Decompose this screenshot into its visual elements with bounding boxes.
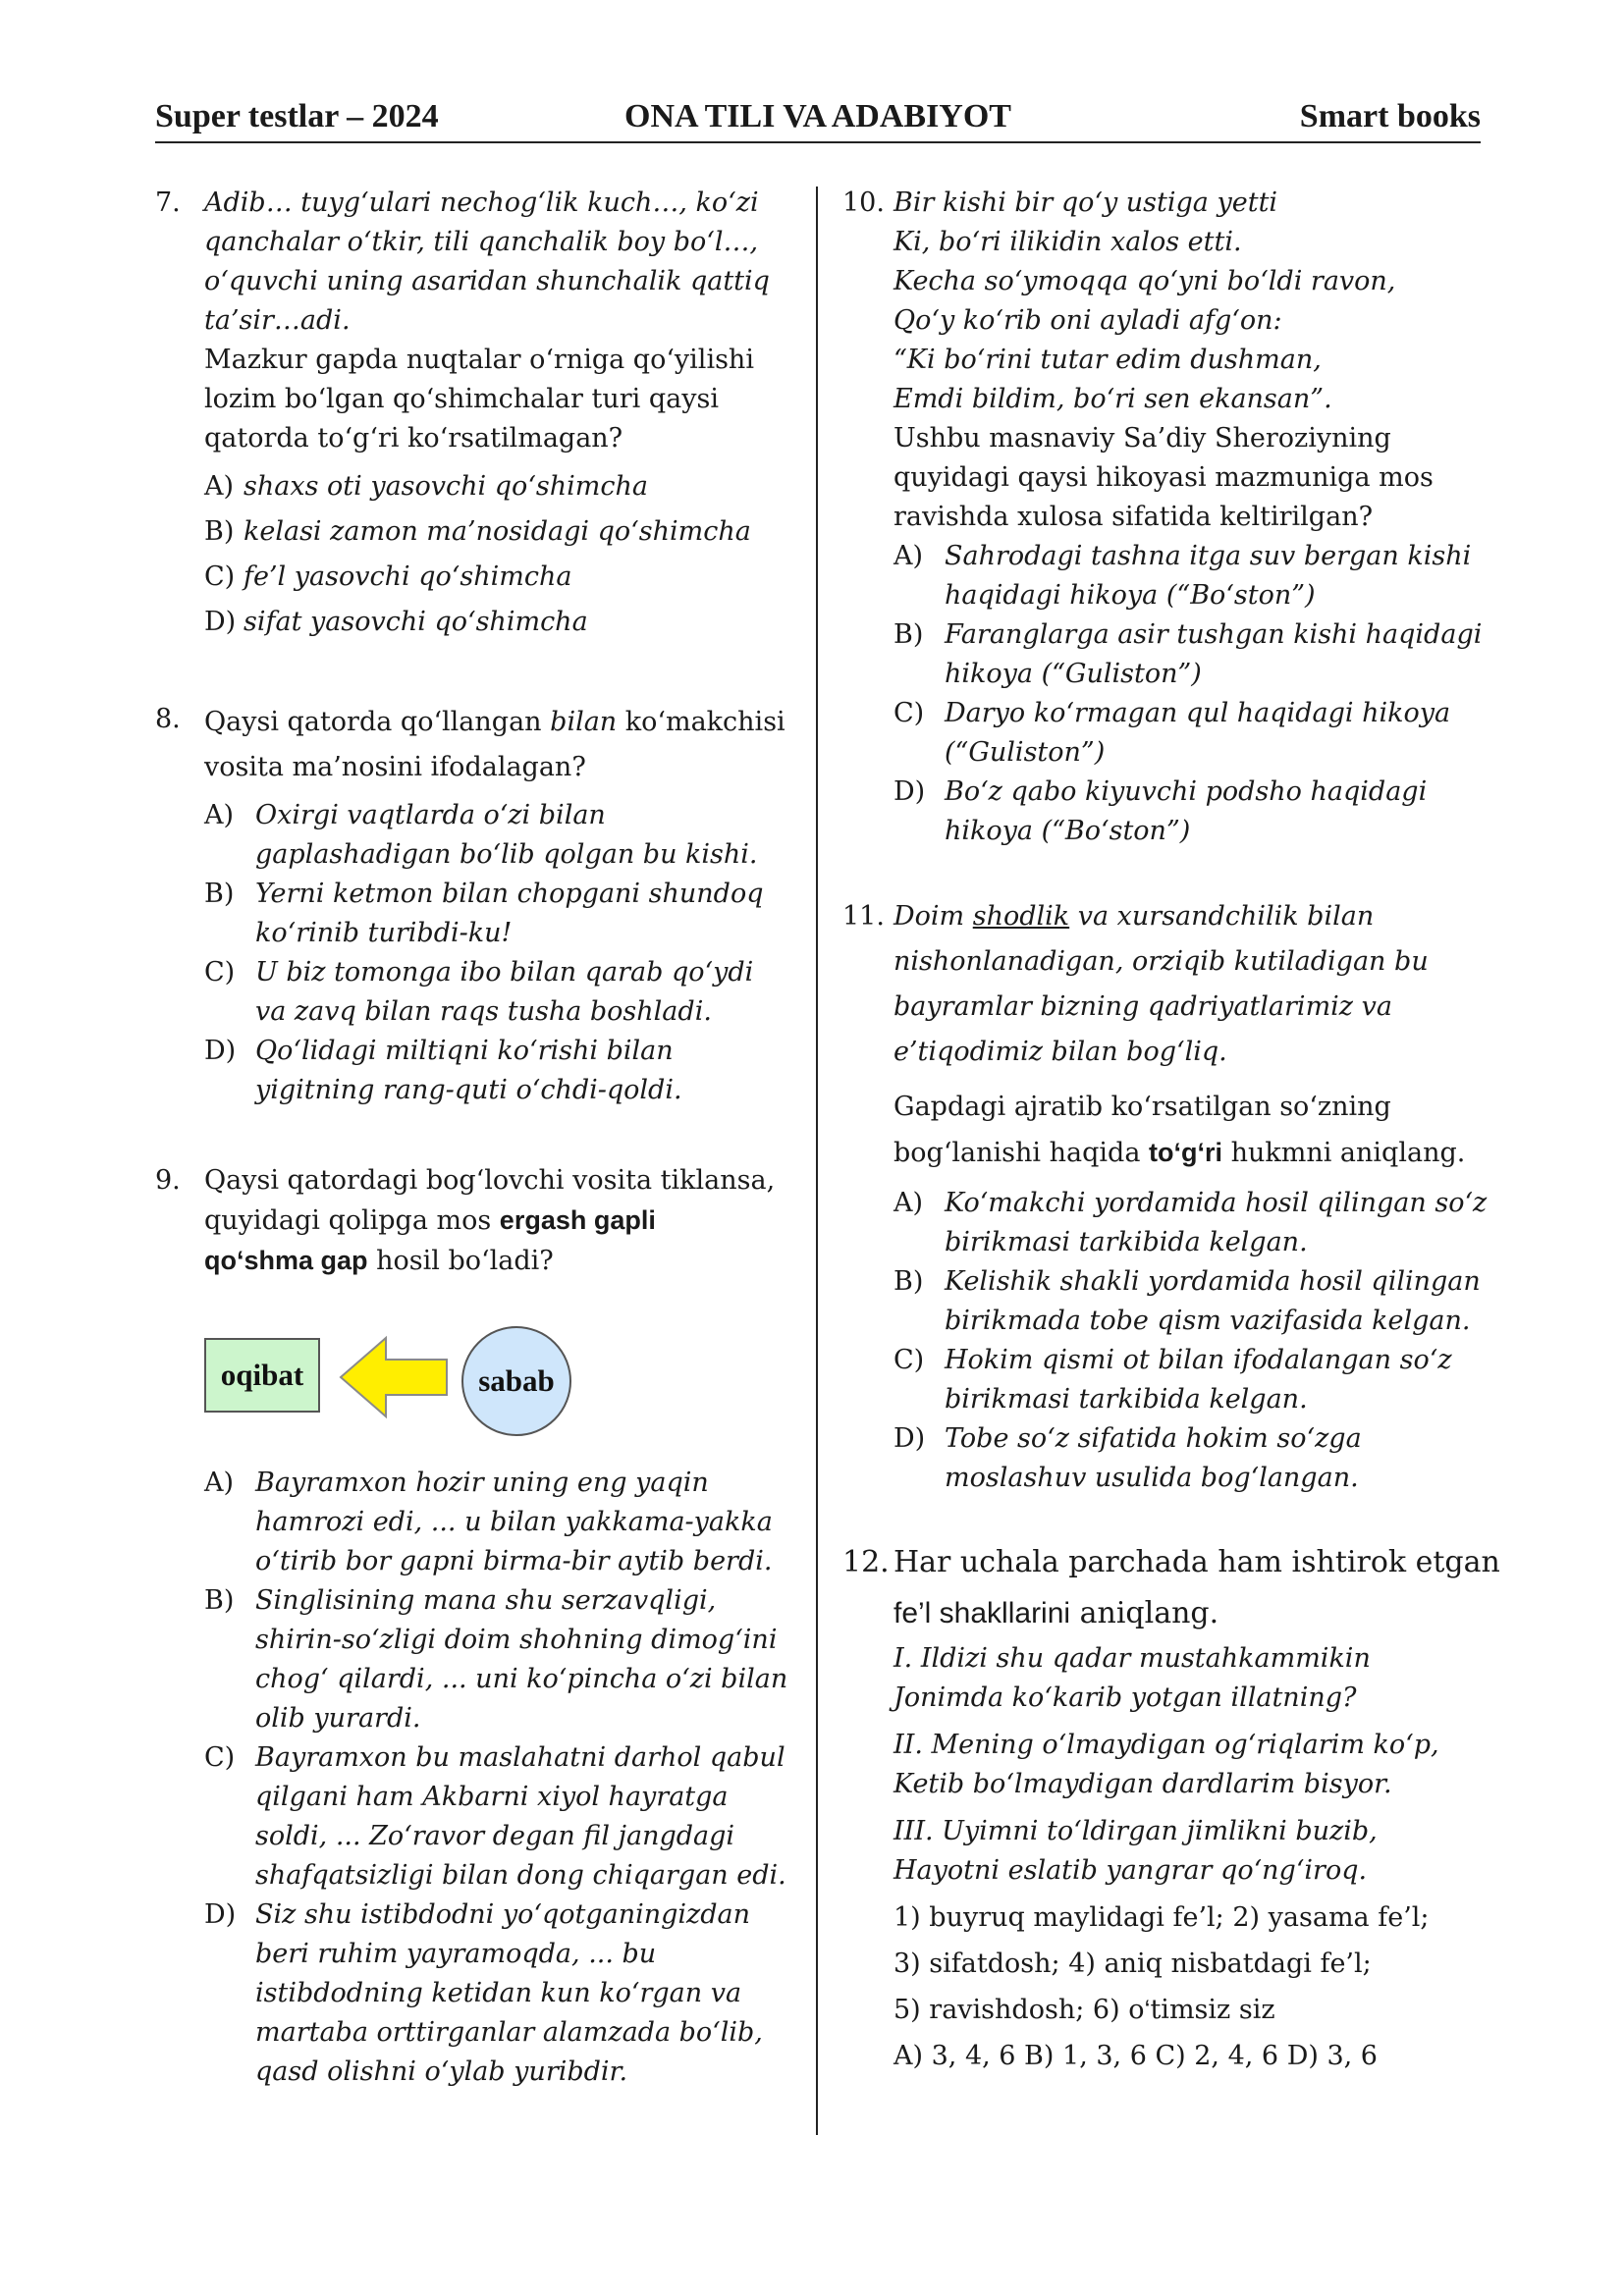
question-text: e’tiqodimiz bilan bog‘liq. [893, 1037, 1227, 1067]
cause-circle: sabab [461, 1326, 571, 1436]
cause-effect-diagram [155, 1303, 791, 1450]
question-10 [842, 184, 1483, 851]
left-column [155, 184, 791, 2092]
question-prompt: fe’l shakllarini aniqlang. [893, 1596, 1219, 1630]
question-prompt: bog‘lanishi haqida to‘g‘ri hukmni aniqlang. [893, 1138, 1466, 1168]
answer-option-b[interactable]: B) Yerni ketmon bilan chopgani shundoq ko‘rinib turibdi-ku! [204, 879, 764, 948]
header-title: ONA TILI VA ADABIYOT [624, 98, 1011, 134]
answer-option-c[interactable]: C) Daryo ko‘rmagan qul haqidagi hikoya (“Guliston”) [893, 698, 1451, 768]
question-text: bayramlar bizning qadriyatlarimiz va [893, 991, 1392, 1022]
answer-option-d[interactable]: D) Siz shu istibdodni yo‘qotganingizdan beri ruhim yayramoqda, ... bu istibdodning ketidan kun ko‘rgan va martaba orttirganlar alamzada bo‘lib, qasd olishni o‘ylab yuribdir. [204, 1899, 763, 2087]
question-prompt: lozim bo‘lgan qo‘shimchalar turi qaysi [204, 384, 719, 414]
question-number: 8. [155, 704, 181, 734]
question-11 [842, 894, 1488, 1498]
question-text: nishonlanadigan, orziqib kutiladigan bu [893, 946, 1429, 977]
right-column [842, 184, 1500, 2079]
choice-list: 1) buyruq maylidagi fe’l; 2) yasama fe’l; [893, 1902, 1430, 1933]
choice-list: 3) sifatdosh; 4) aniq nisbatdagi fe’l; [893, 1949, 1372, 1979]
answer-options[interactable]: A) 3, 4, 6 B) 1, 3, 6 C) 2, 4, 6 D) 3, 6 [893, 2041, 1378, 2071]
answer-option-c[interactable]: C) fe’l yasovchi qo‘shimcha [204, 561, 572, 592]
question-prompt: qatorda to‘g‘ri ko‘rsatilmagan? [204, 423, 623, 454]
question-text: Adib… tuyg‘ulari nechog‘lik kuch…, ko‘zi [204, 187, 759, 218]
question-prompt: quyidagi qaysi hikoyasi mazmuniga mos [893, 462, 1434, 493]
highlighted-word: shodlik [972, 901, 1070, 932]
question-12 [842, 1537, 1500, 2079]
column-divider [816, 187, 818, 2135]
stanza-line: I. Ildizi shu qadar mustahkammikin [893, 1643, 1371, 1674]
stanza-line: Jonimda ko‘karib yotgan illatning? [893, 1682, 1357, 1713]
question-text: Doim shodlik va xursandchilik bilan [893, 901, 1375, 932]
poem-line: “Ki bo‘rini tutar edim dushman, [893, 345, 1322, 375]
answer-option-d[interactable]: D) Qo‘lidagi miltiqni ko‘rishi bilan yigitning rang-quti o‘chdi-qoldi. [204, 1036, 682, 1105]
answer-option-b[interactable]: B) kelasi zamon ma’nosidagi qo‘shimcha [204, 516, 751, 547]
question-prompt: vosita ma’nosini ifodalagan? [204, 752, 586, 782]
question-prompt: Ushbu masnaviy Sa’diy Sheroziyning [893, 423, 1391, 454]
question-number: 7. [155, 187, 181, 218]
question-9 [155, 1161, 791, 2092]
answer-option-b[interactable]: B) Kelishik shakli yordamida hosil qilingan birikmada tobe qism vazifasida kelgan. [893, 1266, 1481, 1336]
answer-option-a[interactable]: A) shaxs oti yasovchi qo‘shimcha [204, 471, 648, 502]
question-text: o‘quvchi uning asaridan shunchalik qattiq [204, 266, 770, 296]
poem-line: Ki, bo‘ri ilikidin xalos etti. [893, 227, 1242, 257]
left-arrow-icon [337, 1332, 455, 1420]
stanza-line: Ketib bo‘lmaydigan dardlarim bisyor. [893, 1769, 1392, 1799]
question-text: qanchalar o‘tkir, tili qanchalik boy bo‘l…, [204, 227, 759, 257]
answer-option-d[interactable]: D) Bo‘z qabo kiyuvchi podsho haqidagi hikoya (“Bo‘ston”) [893, 776, 1428, 846]
question-8 [155, 700, 791, 1110]
answer-option-a[interactable]: A) Bayramxon hozir uning eng yaqin hamrozi edi, ... u bilan yakkama-yakka o‘tirib bor gapni birma-bir aytib berdi. [204, 1468, 773, 1576]
stanza-line: Hayotni eslatib yangrar qo‘ng‘iroq. [893, 1855, 1368, 1886]
question-number: 9. [155, 1165, 181, 1196]
choice-list: 5) ravishdosh; 6) o‘timsiz siz [893, 1995, 1275, 2025]
answer-option-a[interactable]: A) Oxirgi vaqtlarda o‘zi bilan gaplashadigan bo‘lib qolgan bu kishi. [204, 800, 758, 870]
question-text: ta’sir…adi. [204, 305, 351, 336]
question-prompt: ravishda xulosa sifatida keltirilgan? [893, 502, 1374, 532]
answer-option-d[interactable]: D) sifat yasovchi qo‘shimcha [204, 607, 588, 637]
answer-option-a[interactable]: A) Sahrodagi tashna itga suv bergan kishi haqidagi hikoya (“Bo‘ston”) [893, 541, 1472, 611]
question-prompt: Qaysi qatorda qo‘llangan bilan ko‘makchisi [204, 707, 785, 737]
question-prompt: qo‘shma gap hosil bo‘ladi? [204, 1246, 554, 1276]
header-left: Super testlar – 2024 [155, 98, 439, 134]
answer-option-b[interactable]: B) Singlisining mana shu serzavqligi, shirin-so‘zligi doim shohning dimog‘ini chog‘ qilardi, ... uni ko‘pincha o‘zi bilan olib yurardi. [204, 1585, 788, 1734]
question-number: 10. [842, 187, 885, 218]
answer-option-c[interactable]: C) U biz tomonga ibo bilan qarab qo‘ydi va zavq bilan raqs tusha boshladi. [204, 957, 754, 1027]
stanza-line: II. Mening o‘lmaydigan og‘riqlarim ko‘p, [893, 1730, 1439, 1760]
answer-option-d[interactable]: D) Tobe so‘z sifatida hokim so‘zga moslashuv usulida bog‘langan. [893, 1423, 1362, 1493]
answer-option-c[interactable]: C) Hokim qismi ot bilan ifodalangan so‘z birikmasi tarkibida kelgan. [893, 1345, 1452, 1415]
question-number: 12. [842, 1545, 890, 1579]
question-prompt: Gapdagi ajratib ko‘rsatilgan so‘zning [893, 1092, 1391, 1122]
question-7 [155, 184, 791, 645]
page-header [155, 96, 1481, 143]
poem-line: Kecha so‘ymoqqa qo‘yni bo‘ldi ravon, [893, 266, 1396, 296]
answer-option-b[interactable]: B) Faranglarga asir tushgan kishi haqidagi hikoya (“Guliston”) [893, 619, 1483, 689]
question-prompt: Har uchala parchada ham ishtirok etgan [893, 1545, 1500, 1579]
question-prompt: Mazkur gapda nuqtalar o‘rniga qo‘yilishi [204, 345, 754, 375]
answer-option-c[interactable]: C) Bayramxon bu maslahatni darhol qabul qilgani ham Akbarni xiyol hayratga soldi, ... Zo‘ravor degan fil jangdagi shafqatsizligi bilan dong chiqargan edi. [204, 1742, 786, 1891]
question-prompt: quyidagi qolipga mos ergash gapli [204, 1205, 656, 1236]
header-right: Smart books [1299, 98, 1481, 134]
poem-line: Qo‘y ko‘rib oni ayladi afg‘on: [893, 305, 1282, 336]
stanza-line: III. Uyimni to‘ldirgan jimlikni buzib, [893, 1816, 1378, 1846]
question-prompt: Qaysi qatordagi bog‘lovchi vosita tiklansa, [204, 1165, 776, 1196]
question-number: 11. [842, 901, 885, 932]
effect-box: oqibat [204, 1338, 320, 1413]
answer-option-a[interactable]: A) Ko‘makchi yordamida hosil qilingan so‘z birikmasi tarkibida kelgan. [893, 1188, 1488, 1257]
poem-line: Emdi bildim, bo‘ri sen ekansan”. [893, 384, 1332, 414]
poem-line: Bir kishi bir qo‘y ustiga yetti [893, 187, 1278, 218]
